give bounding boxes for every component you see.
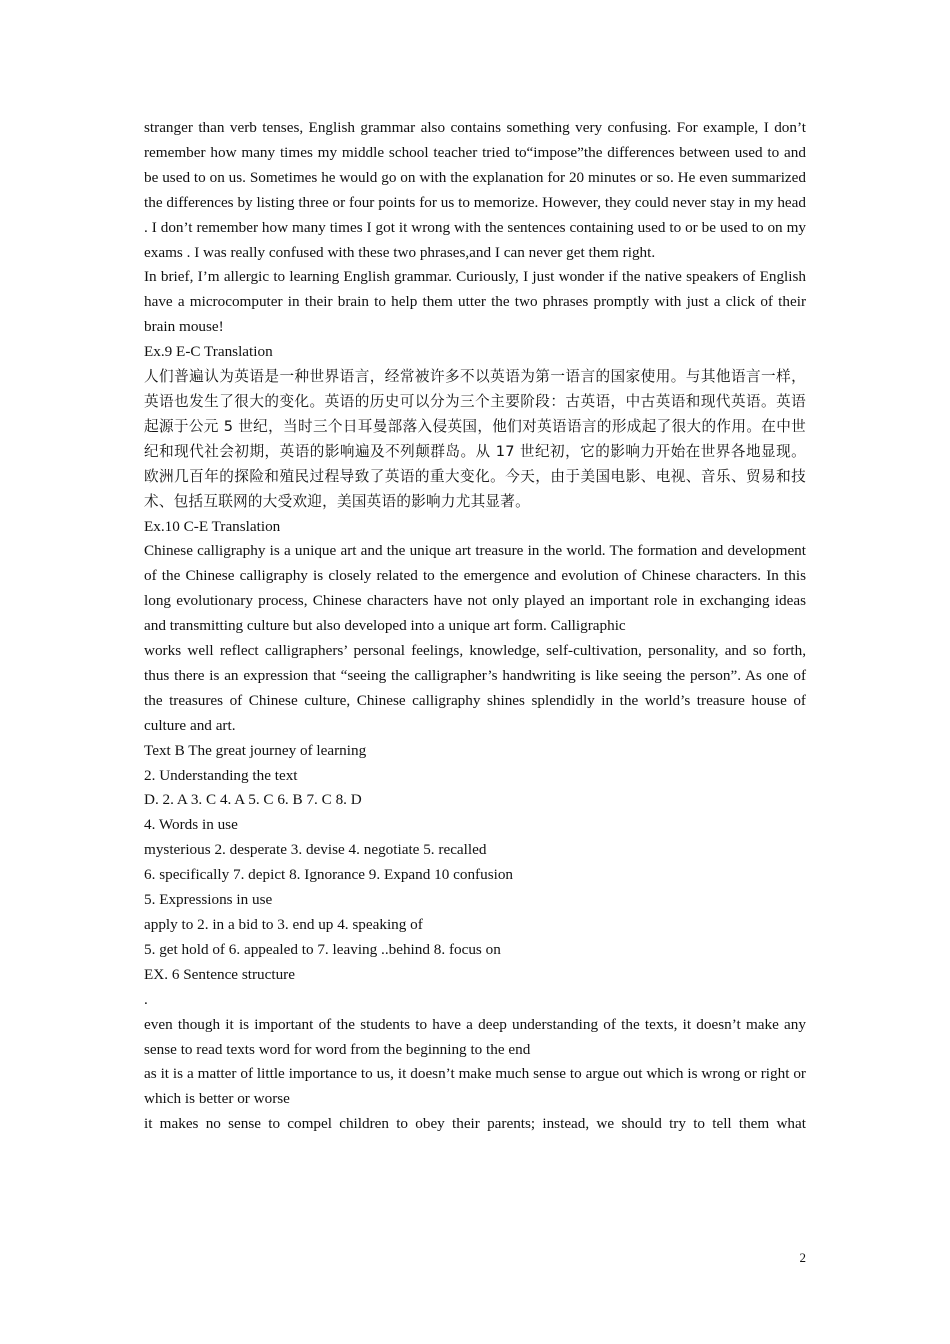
heading-ex10: Ex.10 C-E Translation (144, 517, 281, 535)
answers-words-line1: mysterious 2. desperate 3. devise 4. negotiate 5. recalled (144, 841, 487, 859)
page-number: 2 (799, 1250, 806, 1265)
paragraph-allergic-grammar: In brief, I’m allergic to learning English grammar. Curiously, I just wonder if the native speakers of English have a microcomputer in their brain to help them utter the two phrases promptly with just a click of their brain mouse! (144, 268, 806, 336)
answers-expressions-line2: 5. get hold of 6. appealed to 7. leaving ..behind 8. focus on (144, 940, 501, 958)
heading-ex6: EX. 6 Sentence structure (144, 965, 295, 983)
heading-words-in-use: 4. Words in use (144, 816, 238, 834)
answers-words-line2: 6. specifically 7. depict 8. Ignorance 9. Expand 10 confusion (144, 866, 514, 884)
heading-text-b: Text B The great journey of learning (144, 741, 367, 759)
paragraph-ex10-part2: works well reflect calligraphers’ personal feelings, knowledge, self-cultivation, personality, and so forth, thus there is an expression that “seeing the calligrapher’s handwriting is like seeing the person”. As one of the treasures of Chinese culture, Chinese calligraphy shines splendidly in the world’s treasure house of culture and art. (144, 642, 806, 734)
paragraph-ex9-chinese: 人们普遍认为英语是一种世界语言，经常被许多不以英语为第一语言的国家使用。与其他语言一样，英语也发生了很大的变化。英语的历史可以分为三个主要阶段：古英语，中古英语和现代英语。英语起源于公元 5 世纪，当时三个日耳曼部落入侵英国，他们对英语语言的形成起了很大的作用。在中世纪和现代社会初期，英语的影响遍及不列颠群岛。从 17 世纪初，它的影响力开始在世界各地显现。欧洲几百年的探险和殖民过程导致了英语的重大变化。今天，由于美国电影、电视、音乐、贸易和技术、包括互联网的大受欢迎，美国英语的影响力尤其显著。 (144, 368, 806, 510)
sentence-1: even though it is important of the students to have a deep understanding of the texts, it doesn’t make any sense to read texts word for word from the beginning to the end (144, 1015, 806, 1058)
heading-ex9: Ex.9 E-C Translation (144, 343, 273, 361)
heading-understanding: 2. Understanding the text (144, 766, 298, 784)
sentence-3: it makes no sense to compel children to obey their parents; instead, we should try to tell them what (144, 1115, 806, 1133)
sentence-2: as it is a matter of little importance to us, it doesn’t make much sense to argue out which is wrong or right or which is better or worse (144, 1065, 806, 1108)
heading-expressions: 5. Expressions in use (144, 891, 273, 909)
answers-expressions-line1: apply to 2. in a bid to 3. end up 4. speaking of (144, 916, 423, 933)
document-body (144, 116, 806, 1137)
paragraph-grammar-confusion: stranger than verb tenses, English grammar also contains something very confusing. For example, I don’t remember how many times my middle school teacher tried to“impose”the differences between used to and be used to on us. Sometimes he would go on with the explanation for 20 minutes or so. He even summarized the differences by listing three or four points for us to memorize. However, they could never stay in my head . I don’t remember how many times I got it wrong with the sentences containing used to or be used to on my exams . I was really confused with these two phrases,and I can never get them right. (144, 119, 806, 261)
paragraph-ex10-part1: Chinese calligraphy is a unique art and the unique art treasure in the world. The formation and development of the Chinese calligraphy is closely related to the emergence and evolution of Chinese characters. In this long evolutionary process, Chinese characters have not only played an important role in exchanging ideas and transmitting culture but also developed into a unique art form. Calligraphic (144, 542, 806, 635)
answers-understanding: D. 2. A 3. C 4. A 5. C 6. B 7. C 8. D (144, 791, 362, 809)
dot-line: . (144, 990, 148, 1008)
